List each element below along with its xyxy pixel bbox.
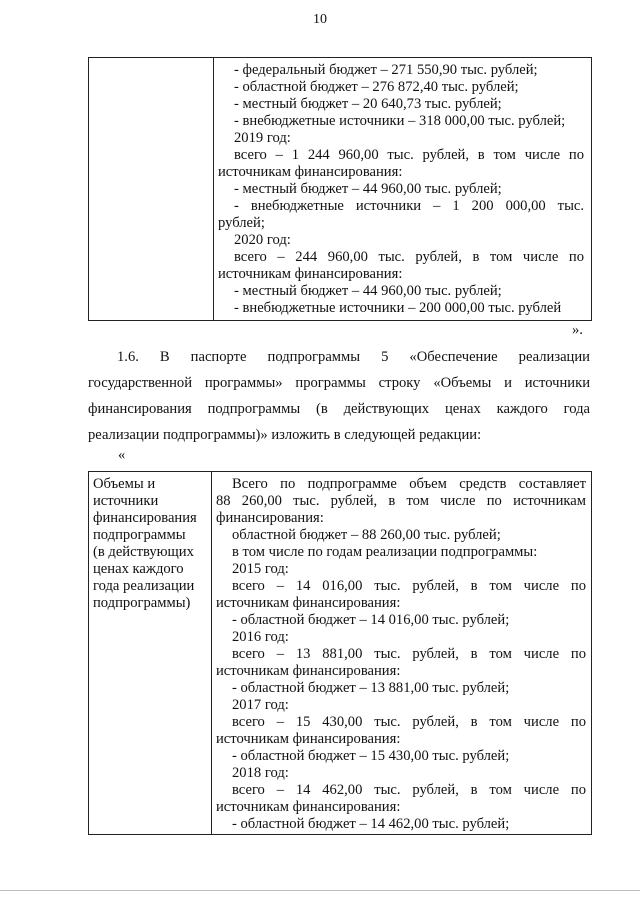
table-line: - внебюджетные источники – 318 000,00 тыс. рублей;	[234, 113, 566, 129]
closing-quote: ».	[572, 322, 583, 338]
table-line: - местный бюджет – 20 640,73 тыс. рублей;	[234, 96, 502, 112]
value-line: 2018 год:	[232, 765, 289, 781]
table-line: - внебюджетные источники – 200 000,00 тыс. рублей	[234, 300, 562, 316]
label-line: года реализации	[93, 578, 195, 594]
value-line: в том числе по годам реализации подпрограммы:	[232, 544, 538, 560]
label-line: (в действующих	[93, 544, 194, 560]
paragraph-line: государственной программы» программы строку «Объемы и источники	[88, 375, 590, 391]
value-line: всего – 14 016,00 тыс. рублей, в том числе по	[232, 578, 586, 594]
table-line: - областной бюджет – 276 872,40 тыс. рублей;	[234, 79, 519, 95]
value-line: источникам финансирования:	[216, 663, 401, 679]
value-line: всего – 14 462,00 тыс. рублей, в том числе по	[232, 782, 586, 798]
value-line: - областной бюджет – 15 430,00 тыс. рублей;	[232, 748, 510, 764]
value-line: финансирования:	[216, 510, 324, 526]
value-line: областной бюджет – 88 260,00 тыс. рублей;	[232, 527, 501, 543]
table-line: всего – 244 960,00 тыс. рублей, в том числе по	[234, 249, 584, 265]
label-line: ценах каждого	[93, 561, 184, 577]
value-line: - областной бюджет – 14 462,00 тыс. рублей;	[232, 816, 510, 832]
table-continuation-text	[218, 62, 584, 318]
label-line: подпрограммы	[93, 527, 186, 543]
table-line: 2020 год:	[234, 232, 291, 248]
value-line: источникам финансирования:	[216, 799, 401, 815]
table-line: источникам финансирования:	[218, 266, 403, 282]
value-line: - областной бюджет – 14 016,00 тыс. рублей;	[232, 612, 510, 628]
value-line: 2017 год:	[232, 697, 289, 713]
table-line: - федеральный бюджет – 271 550,90 тыс. рублей;	[234, 62, 538, 78]
table-line: - местный бюджет – 44 960,00 тыс. рублей;	[234, 283, 502, 299]
value-line: источникам финансирования:	[216, 595, 401, 611]
label-line: подпрограммы)	[93, 595, 191, 611]
paragraph-line: финансирования подпрограммы (в действующих ценах каждого года	[88, 401, 590, 417]
value-line: 2016 год:	[232, 629, 289, 645]
page-bottom-edge	[0, 890, 640, 891]
table-line: источникам финансирования:	[218, 164, 403, 180]
table-line: 2019 год:	[234, 130, 291, 146]
value-line: 88 260,00 тыс. рублей, в том числе по источникам	[216, 493, 586, 509]
paragraph-line: 1.6. В паспорте подпрограммы 5 «Обеспечение реализации	[117, 349, 590, 365]
label-line: финансирования	[93, 510, 197, 526]
table-divider	[211, 472, 212, 834]
table-line: - внебюджетные источники – 1 200 000,00 тыс.	[234, 198, 584, 214]
table-line: рублей;	[218, 215, 265, 231]
paragraph-line: реализации подпрограммы)» изложить в следующей редакции:	[88, 427, 482, 443]
value-line: - областной бюджет – 13 881,00 тыс. рублей;	[232, 680, 510, 696]
value-line: Всего по подпрограмме объем средств составляет	[232, 476, 586, 492]
value-line: всего – 13 881,00 тыс. рублей, в том числе по	[232, 646, 586, 662]
value-line: источникам финансирования:	[216, 731, 401, 747]
opening-quote: «	[118, 447, 126, 463]
label-line: Объемы и	[93, 476, 156, 492]
value-line: 2015 год:	[232, 561, 289, 577]
value-line: всего – 15 430,00 тыс. рублей, в том числе по	[232, 714, 586, 730]
page-number: 10	[313, 12, 327, 27]
label-line: источники	[93, 493, 159, 509]
table-divider	[213, 58, 214, 320]
table-line: - местный бюджет – 44 960,00 тыс. рублей;	[234, 181, 502, 197]
table-line: всего – 1 244 960,00 тыс. рублей, в том числе по	[234, 147, 584, 163]
